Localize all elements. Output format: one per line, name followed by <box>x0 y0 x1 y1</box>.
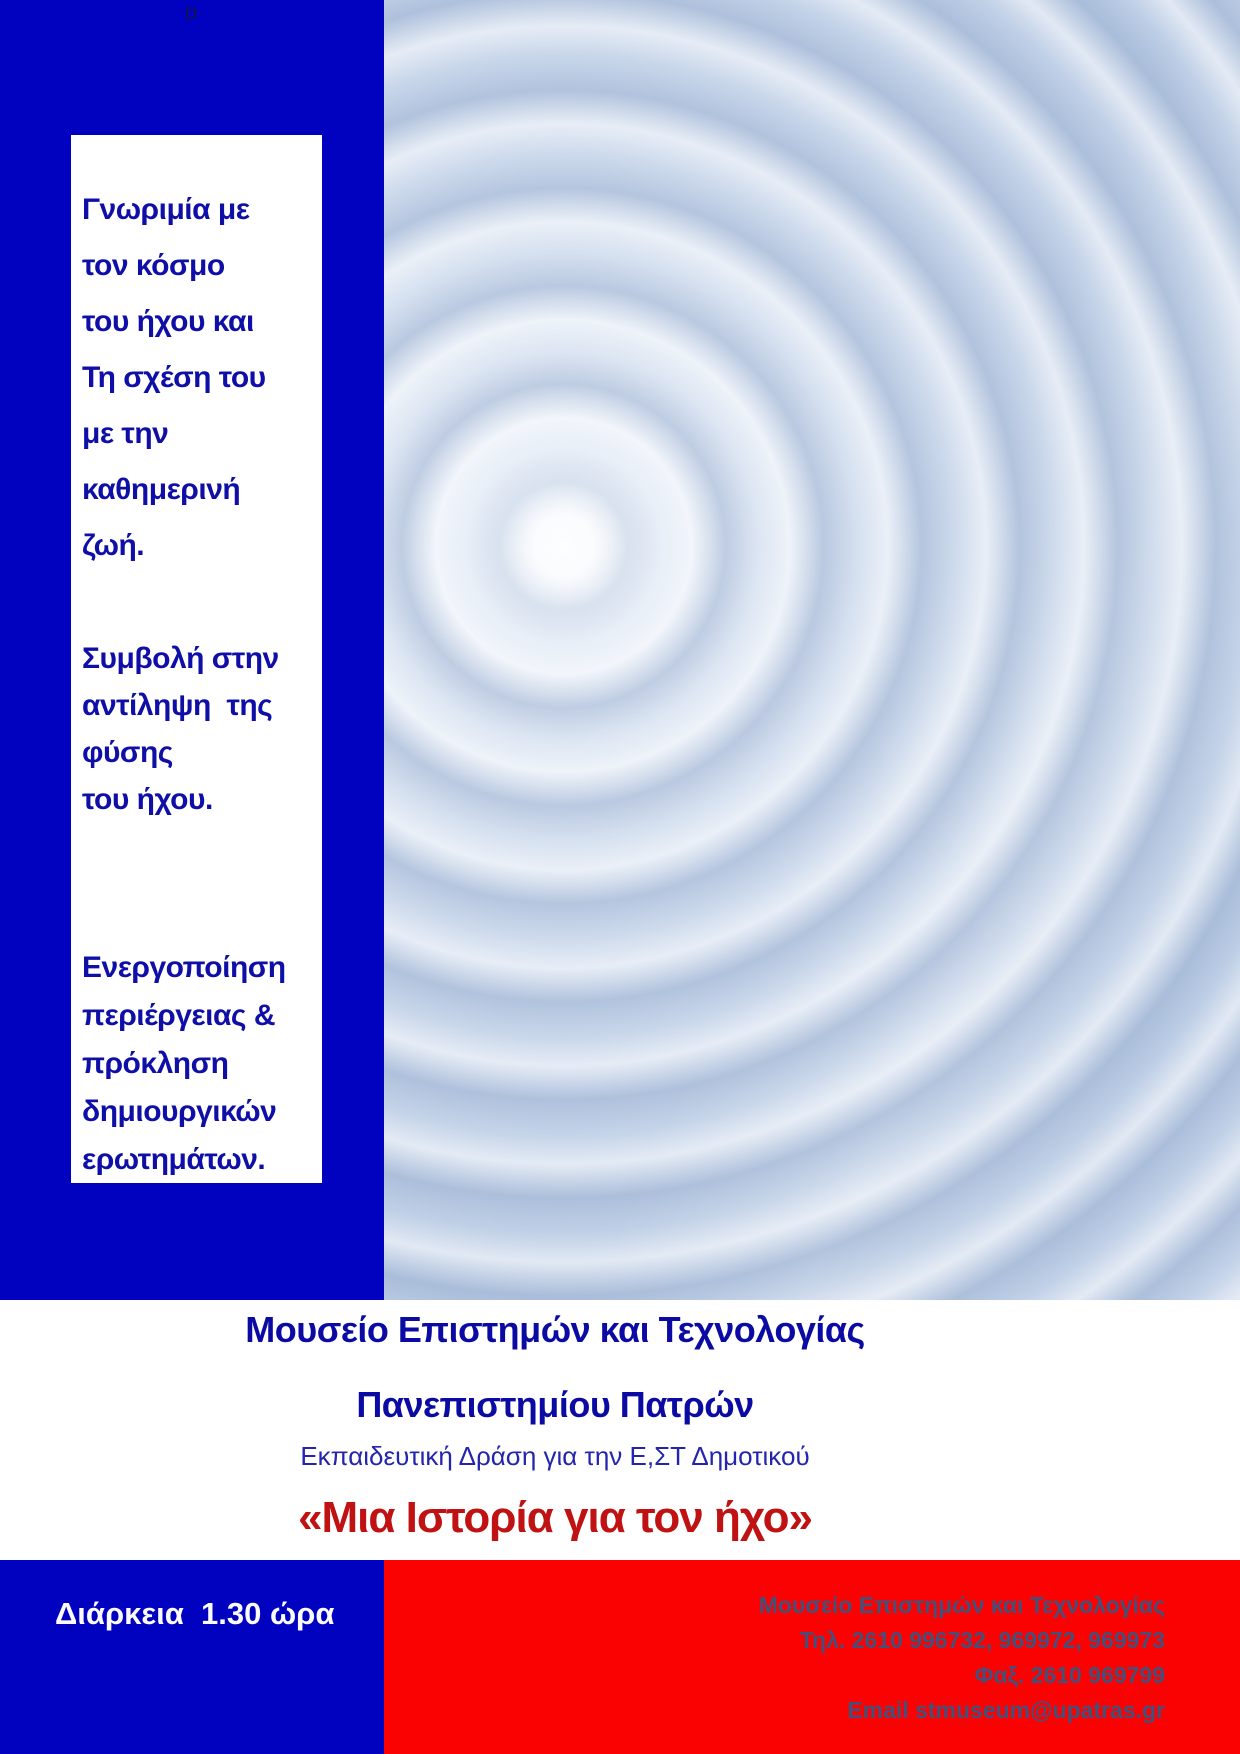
museum-title-line2: Πανεπιστημίου Πατρών <box>356 1384 754 1425</box>
sidebar-text-line: δημιουργικών <box>82 1095 277 1128</box>
footer-band <box>0 1560 1240 1754</box>
sidebar-text-line: πρόκληση <box>82 1047 229 1080</box>
contact-fax: Φαξ. 2610 969799 <box>974 1662 1165 1688</box>
sidebar-text-line: Συμβολή στην <box>82 642 279 675</box>
contact-panel <box>384 1560 1240 1754</box>
sidebar-text-line: ερωτημάτων. <box>82 1143 266 1176</box>
sidebar-text-box <box>71 135 322 1183</box>
sidebar-text-line: καθημερινή <box>82 473 241 506</box>
museum-title-line1: Μουσείο Επιστημών και Τεχνολογίας <box>245 1309 865 1350</box>
sidebar-paragraph-1 <box>82 182 322 574</box>
contact-museum-name: Μουσείο Επιστημών και Τεχνολογίας <box>758 1592 1165 1618</box>
sidebar-text-line: ζωή. <box>82 529 145 562</box>
duration-panel <box>0 1560 384 1754</box>
sidebar-text-line: τον κόσμο <box>82 249 225 282</box>
contact-phone: Τηλ. 2610 996732, 969972, 969973 <box>799 1627 1165 1653</box>
sidebar-paragraph-2 <box>82 635 322 823</box>
left-blue-panel <box>0 0 384 1300</box>
program-subtitle: Εκπαιδευτική Δράση για την Ε,ΣΤ Δημοτικού <box>300 1441 810 1471</box>
sidebar-text-line: Γνωριμία με <box>82 193 250 226</box>
sidebar-text-line: Τη σχέση του <box>82 361 266 394</box>
sidebar-text-line: φύσης <box>82 736 173 769</box>
sidebar-text-line: του ήχου. <box>82 783 213 816</box>
sidebar-text-line: Ενεργοποίηση <box>82 951 286 984</box>
top-d-mark: D <box>185 4 198 23</box>
sidebar-paragraph-3 <box>82 944 322 1184</box>
main-titles <box>0 1300 1110 1546</box>
water-ripple-image <box>384 0 1240 1300</box>
sidebar-text-line: περιέργειας & <box>82 999 275 1032</box>
event-title: «Μια Ιστορία για τον ήχο» <box>298 1493 812 1542</box>
contact-email: Email stmuseum@upatras.gr <box>847 1697 1165 1723</box>
sidebar-text-line: με την <box>82 417 169 450</box>
sidebar-text-line: αντίληψη της <box>82 689 273 722</box>
duration-text: Διάρκεια 1.30 ώρα <box>55 1596 335 1631</box>
sidebar-text-line: του ήχου και <box>82 305 254 338</box>
